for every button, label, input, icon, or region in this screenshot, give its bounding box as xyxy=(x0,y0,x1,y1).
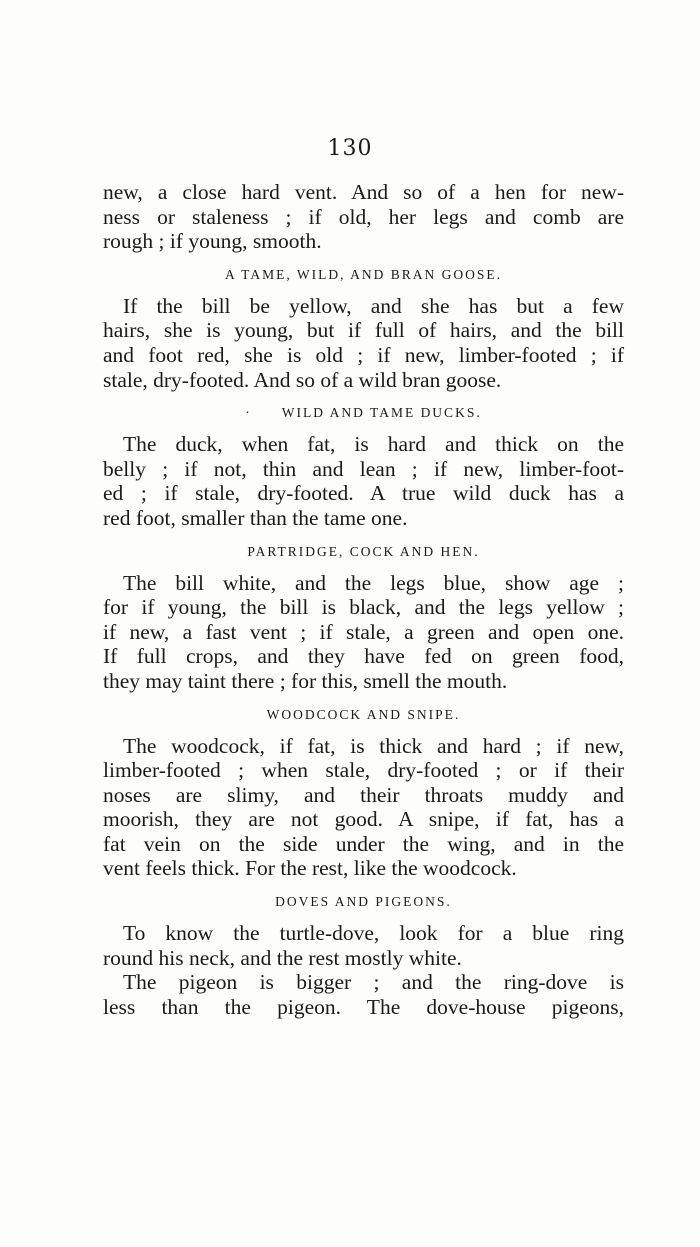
heading-text: WILD AND TAME DUCKS. xyxy=(281,405,482,421)
text-line: red foot, smaller than the tame one. xyxy=(103,505,408,530)
pigeon-paragraph xyxy=(103,970,624,1019)
ducks-paragraph xyxy=(103,432,624,530)
text-line: and foot red, she is old ; if new, limber-footed ; if xyxy=(103,342,624,367)
page-text xyxy=(103,180,624,1019)
text-line: stale, dry-footed. And so of a wild bran goose. xyxy=(103,367,502,392)
text-line: belly ; if not, thin and lean ; if new, limber-foot- xyxy=(103,456,624,481)
stray-mark: · xyxy=(245,405,252,421)
text-line: The bill white, and the legs blue, show age ; xyxy=(123,570,624,595)
text-line: round his neck, and the rest mostly white. xyxy=(103,945,462,970)
text-line: ed ; if stale, dry-footed. A true wild duck has a xyxy=(103,481,624,506)
text-line: If the bill be yellow, and she has but a few xyxy=(123,293,624,318)
text-line: for if young, the bill is black, and the legs yellow ; xyxy=(103,595,624,620)
text-line: The pigeon is bigger ; and the ring-dove is xyxy=(123,970,624,995)
section-heading-partridge: PARTRIDGE, COCK AND HEN. xyxy=(247,543,480,559)
text-line: noses are slimy, and their throats muddy and xyxy=(103,782,624,807)
text-line: hairs, she is young, but if full of hairs, and the bill xyxy=(103,318,624,343)
section-heading-goose: A TAME, WILD, AND BRAN GOOSE. xyxy=(225,266,502,282)
text-line: they may taint there ; for this, smell the mouth. xyxy=(103,668,508,693)
goose-paragraph xyxy=(103,294,624,392)
text-line: vent feels thick. For the rest, like the woodcock. xyxy=(103,856,517,881)
text-line: less than the pigeon. The dove-house pigeons, xyxy=(103,994,624,1019)
text-line: moorish, they are not good. A snipe, if fat, has a xyxy=(103,807,624,832)
text-line: if new, a fast vent ; if stale, a green and open one. xyxy=(103,619,624,644)
section-heading-doves: DOVES AND PIGEONS. xyxy=(275,894,452,910)
page-number: 130 xyxy=(327,136,373,161)
woodcock-paragraph xyxy=(103,734,624,882)
text-line: The woodcock, if fat, is thick and hard ; if new, xyxy=(123,733,624,758)
text-line: new, a close hard vent. And so of a hen for new- xyxy=(103,180,624,204)
text-line: ness or staleness ; if old, her legs and comb are xyxy=(103,204,624,229)
text-line: fat vein on the side under the wing, and in the xyxy=(103,831,624,856)
text-line: To know the turtle-dove, look for a blue ring xyxy=(123,921,624,946)
text-line: The duck, when fat, is hard and thick on the xyxy=(123,432,624,457)
partridge-paragraph xyxy=(103,571,624,694)
section-heading-woodcock: WOODCOCK AND SNIPE. xyxy=(266,706,461,722)
section-heading-ducks xyxy=(103,404,624,422)
text-line: limber-footed ; when stale, dry-footed ; or if their xyxy=(103,758,624,783)
text-line: rough ; if young, smooth. xyxy=(103,229,322,254)
doves-paragraph xyxy=(103,921,624,970)
text-line: If full crops, and they have fed on green food, xyxy=(103,644,624,669)
intro-paragraph xyxy=(103,180,624,254)
